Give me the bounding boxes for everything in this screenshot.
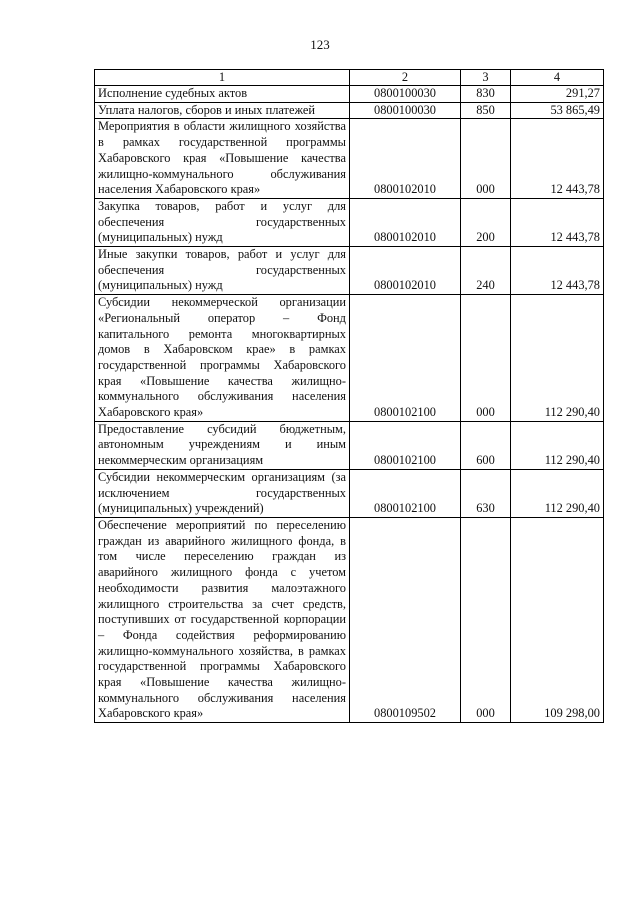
row-type: 830 — [461, 86, 511, 103]
row-code: 0800102100 — [350, 295, 461, 422]
row-code: 0800102010 — [350, 119, 461, 199]
table-row — [95, 102, 604, 119]
row-name: Субсидии некоммерческим организациям (за исключением государственных (муниципальных) учреждений) — [95, 469, 350, 517]
table-header-row — [95, 70, 604, 86]
row-code: 0800102100 — [350, 469, 461, 517]
row-code: 0800109502 — [350, 517, 461, 722]
row-type: 000 — [461, 517, 511, 722]
table-row — [95, 421, 604, 469]
row-type: 240 — [461, 247, 511, 295]
row-amount: 12 443,78 — [511, 119, 604, 199]
row-code: 0800100030 — [350, 102, 461, 119]
table-row — [95, 86, 604, 103]
row-amount: 109 298,00 — [511, 517, 604, 722]
page-number: 123 — [310, 37, 330, 52]
table-row — [95, 247, 604, 295]
row-code: 0800102010 — [350, 247, 461, 295]
row-type: 200 — [461, 198, 511, 246]
row-name: Мероприятия в области жилищного хозяйства в рамках государственной программы Хабаровского края «Повышение качества жилищно-коммунального обслуживания населения Хабаровского края» — [95, 119, 350, 199]
row-amount: 12 443,78 — [511, 198, 604, 246]
header-cell-type: 3 — [461, 70, 511, 86]
row-type: 000 — [461, 119, 511, 199]
budget-table — [94, 69, 604, 723]
row-amount: 112 290,40 — [511, 421, 604, 469]
row-type: 850 — [461, 102, 511, 119]
row-name: Уплата налогов, сборов и иных платежей — [95, 102, 350, 119]
row-name: Иные закупки товаров, работ и услуг для обеспечения государственных (муниципальных) нужд — [95, 247, 350, 295]
row-type: 630 — [461, 469, 511, 517]
row-amount: 12 443,78 — [511, 247, 604, 295]
row-code: 0800102100 — [350, 421, 461, 469]
header-cell-code: 2 — [350, 70, 461, 86]
row-amount: 53 865,49 — [511, 102, 604, 119]
row-name: Субсидии некоммерческой организации «Региональный оператор – Фонд капитального ремонта многоквартирных домов в Хабаровском крае» в рамках государственной программы Хабаровского края «Повышение качества жилищно-коммунального обслуживания населения Хабаровского края» — [95, 295, 350, 422]
header-cell-amount: 4 — [511, 70, 604, 86]
table-row — [95, 517, 604, 722]
row-code: 0800100030 — [350, 86, 461, 103]
row-amount: 112 290,40 — [511, 469, 604, 517]
row-type: 600 — [461, 421, 511, 469]
row-type: 000 — [461, 295, 511, 422]
row-name: Обеспечение мероприятий по переселению граждан из аварийного жилищного фонда, в том числе переселению граждан из аварийного жилищного фонда с учетом необходимости развития малоэтажного жилищного строительства за счет средств, поступивших от государственной корпорации – Фонда содействия реформированию жилищно-коммунального хозяйства, в рамках государственной программы Хабаровского края «Повышение качества жилищно-коммунального обслуживания населения Хабаровского края» — [95, 517, 350, 722]
header-cell-name: 1 — [95, 70, 350, 86]
row-amount: 112 290,40 — [511, 295, 604, 422]
row-name: Предоставление субсидий бюджетным, автономным учреждениям и иным некоммерческим организациям — [95, 421, 350, 469]
row-code: 0800102010 — [350, 198, 461, 246]
table-row — [95, 469, 604, 517]
row-amount: 291,27 — [511, 86, 604, 103]
row-name: Закупка товаров, работ и услуг для обеспечения государственных (муниципальных) нужд — [95, 198, 350, 246]
table-row — [95, 198, 604, 246]
table-row — [95, 295, 604, 422]
table-row — [95, 119, 604, 199]
row-name: Исполнение судебных актов — [95, 86, 350, 103]
